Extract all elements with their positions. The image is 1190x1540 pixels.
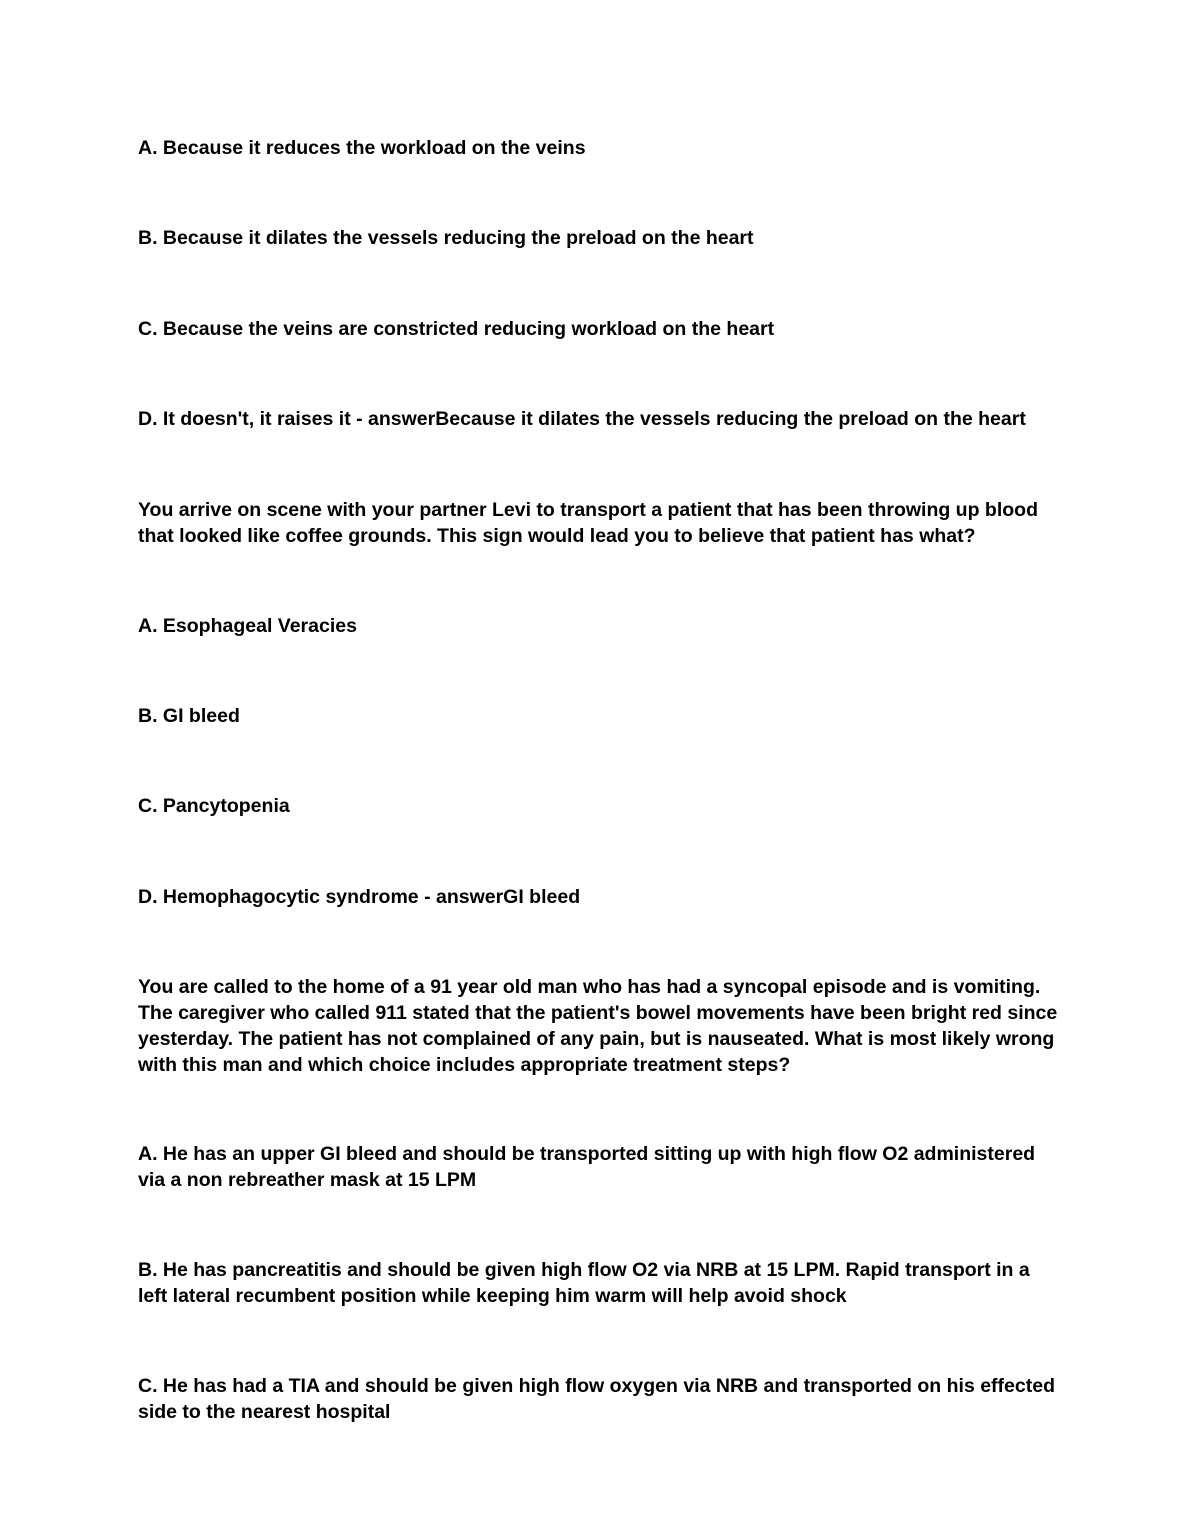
answer-option-d: D. Hemophagocytic syndrome - answerGI bleed — [138, 886, 581, 908]
answer-option-b: B. GI bleed — [138, 705, 240, 727]
answer-option-c: C. He has had a TIA and should be given high flow oxygen via NRB and transported on his effected side to the nearest hospital — [138, 1375, 1055, 1423]
answer-option-d: D. It doesn't, it raises it - answerBecause it dilates the vessels reducing the preload on the heart — [138, 408, 1026, 430]
answer-option-a: A. Because it reduces the workload on the veins — [138, 137, 586, 159]
answer-option-b: B. He has pancreatitis and should be given high flow O2 via NRB at 15 LPM. Rapid transport in a left lateral recumbent position while keeping him warm will help avoid shock — [138, 1259, 1030, 1307]
question-text: You arrive on scene with your partner Levi to transport a patient that has been throwing up blood that looked like coffee grounds. This sign would lead you to believe that patient has what? — [138, 499, 1038, 547]
answer-option-b: B. Because it dilates the vessels reducing the preload on the heart — [138, 227, 754, 249]
answer-option-a: A. Esophageal Veracies — [138, 615, 357, 637]
answer-option-c: C. Pancytopenia — [138, 795, 290, 817]
question-text: You are called to the home of a 91 year old man who has had a syncopal episode and is vomiting. The caregiver who called 911 stated that the patient's bowel movements have been bright red since yesterday. The patient has not complained of any pain, but is nauseated. What is most likely wrong with this man and which choice includes appropriate treatment steps? — [138, 976, 1058, 1076]
answer-option-a: A. He has an upper GI bleed and should be transported sitting up with high flow O2 administered via a non rebreather mask at 15 LPM — [138, 1143, 1036, 1191]
answer-option-c: C. Because the veins are constricted reducing workload on the heart — [138, 318, 775, 340]
